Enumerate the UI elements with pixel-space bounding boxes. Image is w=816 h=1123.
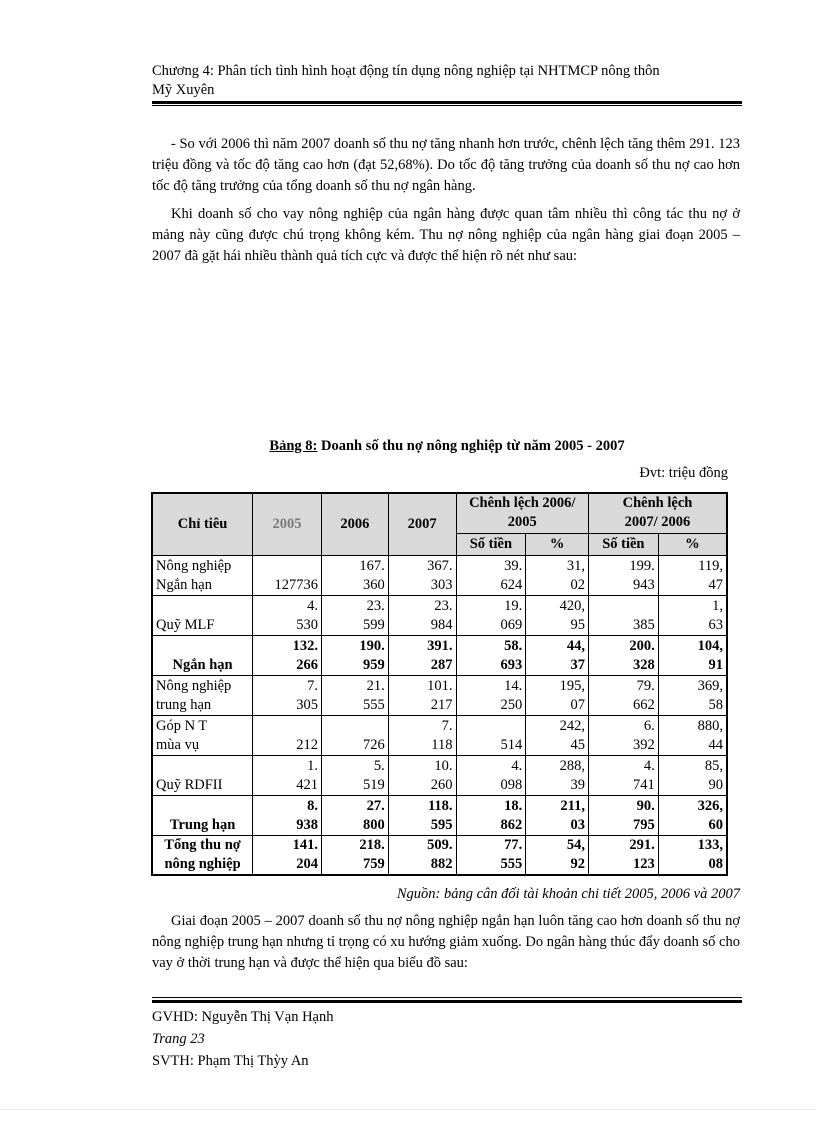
cell-v2006 bbox=[321, 835, 388, 875]
table-unit: Đvt: triệu đồng bbox=[639, 465, 728, 481]
table-caption-text: Doanh số thu nợ nông nghiệp từ năm 2005 - 2007 bbox=[317, 438, 625, 454]
cell-st2 bbox=[588, 635, 658, 675]
row-label-line: Nông nghiệp bbox=[156, 557, 232, 574]
cell-v2007 bbox=[388, 835, 456, 875]
cell-line: 326, bbox=[697, 797, 723, 814]
cell-line: 624 bbox=[500, 576, 523, 593]
cell-line: 218. bbox=[359, 837, 385, 853]
header-chenh-lech-1 bbox=[456, 493, 588, 533]
cell-v2005 bbox=[253, 675, 322, 715]
cell-line: 60 bbox=[708, 816, 723, 833]
cell-line: 328 bbox=[632, 656, 655, 673]
cell-line: 555 bbox=[363, 696, 385, 713]
row-label-line: trung hạn bbox=[156, 696, 212, 713]
cell-v2007 bbox=[388, 595, 456, 635]
cell-line: 39. bbox=[504, 557, 523, 574]
cell-line: 31, bbox=[566, 557, 585, 574]
cell-st2 bbox=[588, 595, 658, 635]
cell-line: 069 bbox=[500, 616, 523, 633]
cell-line: 118. bbox=[427, 797, 453, 814]
cell-p2 bbox=[658, 555, 727, 595]
cell-line: 27. bbox=[366, 797, 385, 814]
cell-p2 bbox=[658, 635, 727, 675]
table-row bbox=[152, 835, 727, 875]
cell-line: 37 bbox=[570, 656, 585, 673]
cell-line: 44 bbox=[708, 736, 723, 753]
cell-p1 bbox=[526, 835, 589, 875]
cell-line bbox=[325, 717, 385, 736]
cell-line: 45 bbox=[570, 736, 585, 753]
table-row bbox=[152, 555, 727, 595]
row-label-line: Tổng thu nợ bbox=[164, 837, 241, 853]
paragraph-3: Giai đoạn 2005 – 2007 doanh số thu nợ nông nghiệp ngắn hạn luôn tăng cao hơn doanh số thu nợ nông nghiệp trung hạn nhưng tỉ trọng có xu hướng giảm xuống. Do ngân hàng thúc đẩy doanh số cho vay ở thời trung hạn và được thể hiện qua biểu đồ sau: bbox=[152, 913, 740, 971]
cell-p1 bbox=[526, 715, 589, 755]
cell-line: 287 bbox=[430, 656, 453, 673]
row-label bbox=[152, 595, 253, 635]
table-row bbox=[152, 795, 727, 835]
cell-line: 58 bbox=[708, 696, 723, 713]
cell-line: 10. bbox=[434, 757, 453, 774]
header-line-1: Chương 4: Phân tích tình hình hoạt động tín dụng nông nghiệp tại NHTMCP nông thôn bbox=[152, 63, 660, 79]
cell-line: 421 bbox=[296, 776, 318, 793]
cell-line: 03 bbox=[570, 816, 585, 833]
cell-line bbox=[460, 717, 523, 736]
cell-line bbox=[256, 717, 318, 736]
cell-p2 bbox=[658, 715, 727, 755]
row-label-line bbox=[156, 637, 249, 656]
row-label-line bbox=[156, 597, 249, 616]
header-2007: 2007 bbox=[388, 493, 456, 555]
footer-svth: SVTH: Phạm Thị Thỳy An bbox=[152, 1053, 309, 1069]
cell-line: 19. bbox=[504, 597, 523, 614]
cell-line: 07 bbox=[570, 696, 585, 713]
cell-line: 759 bbox=[363, 856, 385, 872]
row-label-line: Quỹ RDFII bbox=[156, 776, 223, 793]
cell-p2 bbox=[658, 755, 727, 795]
cell-st1 bbox=[456, 715, 526, 755]
cell-line: 519 bbox=[363, 776, 385, 793]
cell-v2006 bbox=[321, 675, 388, 715]
header-2006: 2006 bbox=[321, 493, 388, 555]
cell-st2 bbox=[588, 755, 658, 795]
cell-st1 bbox=[456, 555, 526, 595]
cell-line: 23. bbox=[434, 597, 453, 614]
cell-line: 242, bbox=[559, 717, 585, 734]
cell-line: 266 bbox=[296, 656, 318, 673]
cell-line: 23. bbox=[366, 597, 385, 614]
cell-line: 880, bbox=[697, 717, 723, 734]
cell-line: 104, bbox=[697, 637, 723, 654]
cell-p1 bbox=[526, 675, 589, 715]
footer-rule-thin bbox=[152, 997, 742, 998]
row-label bbox=[152, 795, 253, 835]
row-label-line: mùa vụ bbox=[156, 736, 200, 753]
table-row bbox=[152, 635, 727, 675]
cell-line: 141. bbox=[292, 837, 318, 853]
table-row bbox=[152, 595, 727, 635]
cell-v2007 bbox=[388, 635, 456, 675]
footer-page-number: Trang 23 bbox=[152, 1031, 205, 1047]
cell-line: 200. bbox=[629, 637, 655, 654]
cell-v2006 bbox=[321, 715, 388, 755]
cell-line: 217 bbox=[430, 696, 453, 713]
page-header bbox=[152, 62, 742, 100]
cell-line: 47 bbox=[708, 576, 723, 593]
cell-st1 bbox=[456, 835, 526, 875]
cell-st2 bbox=[588, 675, 658, 715]
cell-line: 18. bbox=[504, 797, 523, 814]
header-chenh-lech-1-line-1: Chênh lệch 2006/ bbox=[469, 495, 576, 512]
header-rule-thin bbox=[152, 105, 742, 106]
cell-v2006 bbox=[321, 635, 388, 675]
cell-st1 bbox=[456, 595, 526, 635]
cell-line: 938 bbox=[296, 816, 318, 833]
cell-line: 212 bbox=[296, 736, 318, 753]
cell-line: 7. bbox=[307, 677, 318, 694]
cell-line: 119, bbox=[698, 557, 723, 574]
row-label bbox=[152, 755, 253, 795]
cell-line: 195, bbox=[559, 677, 585, 694]
header-chenh-lech-1-line-2: 2005 bbox=[507, 514, 537, 531]
cell-line bbox=[592, 597, 655, 616]
row-label-line bbox=[156, 797, 249, 816]
cell-line: 260 bbox=[430, 776, 453, 793]
cell-line: 098 bbox=[500, 776, 523, 793]
table-row bbox=[152, 755, 727, 795]
cell-line: 123 bbox=[632, 856, 655, 872]
row-label-line bbox=[156, 757, 249, 776]
cell-line: 288, bbox=[559, 757, 585, 774]
page-footer bbox=[152, 1006, 334, 1072]
row-label-line: Góp N T bbox=[156, 717, 208, 734]
cell-v2006 bbox=[321, 795, 388, 835]
cell-v2005 bbox=[253, 595, 322, 635]
cell-line: 08 bbox=[708, 856, 723, 872]
row-label-line: Quỹ MLF bbox=[156, 616, 215, 633]
cell-p1 bbox=[526, 635, 589, 675]
cell-v2007 bbox=[388, 795, 456, 835]
cell-st1 bbox=[456, 795, 526, 835]
cell-line: 132. bbox=[292, 637, 318, 654]
table-row bbox=[152, 675, 727, 715]
cell-line: 58. bbox=[504, 637, 523, 654]
cell-st2 bbox=[588, 555, 658, 595]
cell-line: 1. bbox=[307, 757, 318, 774]
cell-p2 bbox=[658, 675, 727, 715]
cell-line: 250 bbox=[500, 696, 523, 713]
row-label-line: Trung hạn bbox=[169, 816, 236, 833]
cell-line: 21. bbox=[366, 677, 385, 694]
page-bottom-divider bbox=[0, 1109, 816, 1110]
cell-line: 943 bbox=[632, 576, 655, 593]
cell-line: 211, bbox=[560, 797, 585, 814]
cell-p1 bbox=[526, 555, 589, 595]
cell-line: 420, bbox=[559, 597, 585, 614]
row-label-line: Ngắn hạn bbox=[172, 656, 233, 673]
cell-v2007 bbox=[388, 555, 456, 595]
header-pct-1: % bbox=[526, 533, 589, 555]
cell-line: 741 bbox=[632, 776, 655, 793]
cell-line: 190. bbox=[359, 637, 385, 654]
cell-line: 91 bbox=[708, 656, 723, 673]
cell-line: 303 bbox=[430, 576, 453, 593]
cell-p1 bbox=[526, 755, 589, 795]
cell-line: 4. bbox=[511, 757, 523, 774]
cell-line: 862 bbox=[500, 816, 523, 833]
header-2005: 2005 bbox=[253, 493, 322, 555]
cell-v2005 bbox=[253, 755, 322, 795]
cell-line: 8. bbox=[307, 797, 318, 814]
cell-line: 693 bbox=[500, 656, 523, 673]
header-chenh-lech-2-line-1: Chênh lệch bbox=[622, 495, 693, 512]
cell-line: 305 bbox=[296, 696, 318, 713]
cell-line: 984 bbox=[430, 616, 453, 633]
cell-line: 662 bbox=[632, 696, 655, 713]
row-label bbox=[152, 835, 253, 875]
cell-v2007 bbox=[388, 755, 456, 795]
cell-line: 7. bbox=[441, 717, 453, 734]
header-pct-2: % bbox=[658, 533, 727, 555]
cell-v2007 bbox=[388, 675, 456, 715]
paragraph-2: Khi doanh số cho vay nông nghiệp của ngân hàng được quan tâm nhiều thì công tác thu nợ ở mảng này cũng được chú trọng không kém. Thu nợ nông nghiệp của ngân hàng giai đoạn 2005 – 2007 đã gặt hái nhiều thành quả tích cực và được thể hiện rõ nét như sau: bbox=[152, 206, 740, 264]
header-line-2: Mỹ Xuyên bbox=[152, 82, 215, 98]
cell-st1 bbox=[456, 635, 526, 675]
cell-line: 555 bbox=[500, 856, 523, 872]
cell-line: 509. bbox=[427, 837, 453, 853]
cell-st2 bbox=[588, 715, 658, 755]
row-label bbox=[152, 675, 253, 715]
cell-st2 bbox=[588, 835, 658, 875]
cell-line: 369, bbox=[697, 677, 723, 694]
cell-line: 599 bbox=[363, 616, 385, 633]
cell-p2 bbox=[658, 835, 727, 875]
row-label bbox=[152, 555, 253, 595]
cell-line: 63 bbox=[708, 616, 723, 633]
table-caption bbox=[152, 438, 742, 455]
cell-st1 bbox=[456, 675, 526, 715]
header-rule-thick bbox=[152, 101, 742, 104]
cell-line: 14. bbox=[504, 677, 523, 694]
cell-line: 391. bbox=[427, 637, 453, 654]
row-label-line: Ngắn hạn bbox=[156, 576, 212, 593]
row-label-line: nông nghiệp bbox=[164, 856, 241, 872]
cell-line: 291. bbox=[629, 837, 655, 853]
table-caption-label: Bảng 8: bbox=[269, 438, 318, 454]
cell-line: 800 bbox=[363, 816, 385, 833]
cell-line: 90 bbox=[708, 776, 723, 793]
cell-p1 bbox=[526, 795, 589, 835]
cell-line: 1, bbox=[712, 597, 723, 614]
cell-line: 204 bbox=[296, 856, 318, 872]
cell-line: 959 bbox=[363, 656, 385, 673]
cell-line: 118 bbox=[431, 736, 453, 753]
row-label bbox=[152, 635, 253, 675]
cell-line: 882 bbox=[430, 856, 453, 872]
cell-line: 514 bbox=[500, 736, 523, 753]
cell-line: 167. bbox=[359, 557, 385, 574]
cell-line: 367. bbox=[427, 557, 453, 574]
cell-v2005 bbox=[253, 835, 322, 875]
table-row bbox=[152, 715, 727, 755]
cell-line: 44, bbox=[566, 637, 585, 654]
header-chenh-lech-2-line-2: 2007/ 2006 bbox=[624, 514, 691, 531]
cell-line: 85, bbox=[704, 757, 723, 774]
header-chi-tieu: Chỉ tiêu bbox=[152, 493, 253, 555]
data-table bbox=[151, 492, 728, 876]
header-so-tien-2: Số tiền bbox=[588, 533, 658, 555]
cell-line: 90. bbox=[636, 797, 655, 814]
cell-v2005 bbox=[253, 635, 322, 675]
cell-line: 95 bbox=[570, 616, 585, 633]
cell-v2006 bbox=[321, 555, 388, 595]
cell-line: 133, bbox=[697, 837, 723, 853]
cell-line: 530 bbox=[296, 616, 318, 633]
cell-p2 bbox=[658, 795, 727, 835]
table-source: Nguồn: bảng cân đối tài khoản chi tiết 2005, 2006 và 2007 bbox=[396, 886, 740, 902]
cell-line: 392 bbox=[632, 736, 655, 753]
header-so-tien-1: Số tiền bbox=[456, 533, 526, 555]
cell-line bbox=[256, 557, 318, 576]
row-label bbox=[152, 715, 253, 755]
cell-line: 726 bbox=[363, 736, 385, 753]
footer-gvhd: GVHD: Nguyễn Thị Vạn Hạnh bbox=[152, 1009, 334, 1025]
cell-v2007 bbox=[388, 715, 456, 755]
cell-st2 bbox=[588, 795, 658, 835]
cell-line: 54, bbox=[566, 837, 585, 853]
cell-v2005 bbox=[253, 715, 322, 755]
cell-line: 101. bbox=[427, 677, 453, 694]
cell-line: 127736 bbox=[274, 576, 318, 593]
cell-p2 bbox=[658, 595, 727, 635]
row-label-line: Nông nghiệp bbox=[156, 677, 232, 694]
footer-rule-thick bbox=[152, 1000, 742, 1003]
cell-line: 4. bbox=[643, 757, 655, 774]
cell-line: 6. bbox=[643, 717, 655, 734]
header-chenh-lech-2 bbox=[588, 493, 727, 533]
cell-p1 bbox=[526, 595, 589, 635]
cell-v2006 bbox=[321, 595, 388, 635]
paragraph-1: - So với 2006 thì năm 2007 doanh số thu nợ tăng nhanh hơn trước, chênh lệch tăng thêm 291. 123 triệu đồng và tốc độ tăng cao hơn (đạt 52,68%). Do tốc độ tăng trưởng của doanh số thu nợ cao hơn tốc độ tăng trưởng của tổng doanh số thu nợ ngân hàng. bbox=[152, 136, 740, 194]
cell-line: 795 bbox=[632, 816, 655, 833]
cell-v2006 bbox=[321, 755, 388, 795]
cell-line: 79. bbox=[636, 677, 655, 694]
cell-line: 4. bbox=[307, 597, 318, 614]
cell-line: 77. bbox=[504, 837, 523, 853]
cell-line: 92 bbox=[570, 856, 585, 872]
cell-st1 bbox=[456, 755, 526, 795]
cell-line: 199. bbox=[629, 557, 655, 574]
cell-line: 5. bbox=[373, 757, 385, 774]
cell-line: 595 bbox=[430, 816, 453, 833]
cell-line: 02 bbox=[570, 576, 585, 593]
cell-line: 360 bbox=[363, 576, 385, 593]
cell-line: 39 bbox=[570, 776, 585, 793]
cell-line: 385 bbox=[632, 616, 655, 633]
cell-v2005 bbox=[253, 555, 322, 595]
cell-v2005 bbox=[253, 795, 322, 835]
